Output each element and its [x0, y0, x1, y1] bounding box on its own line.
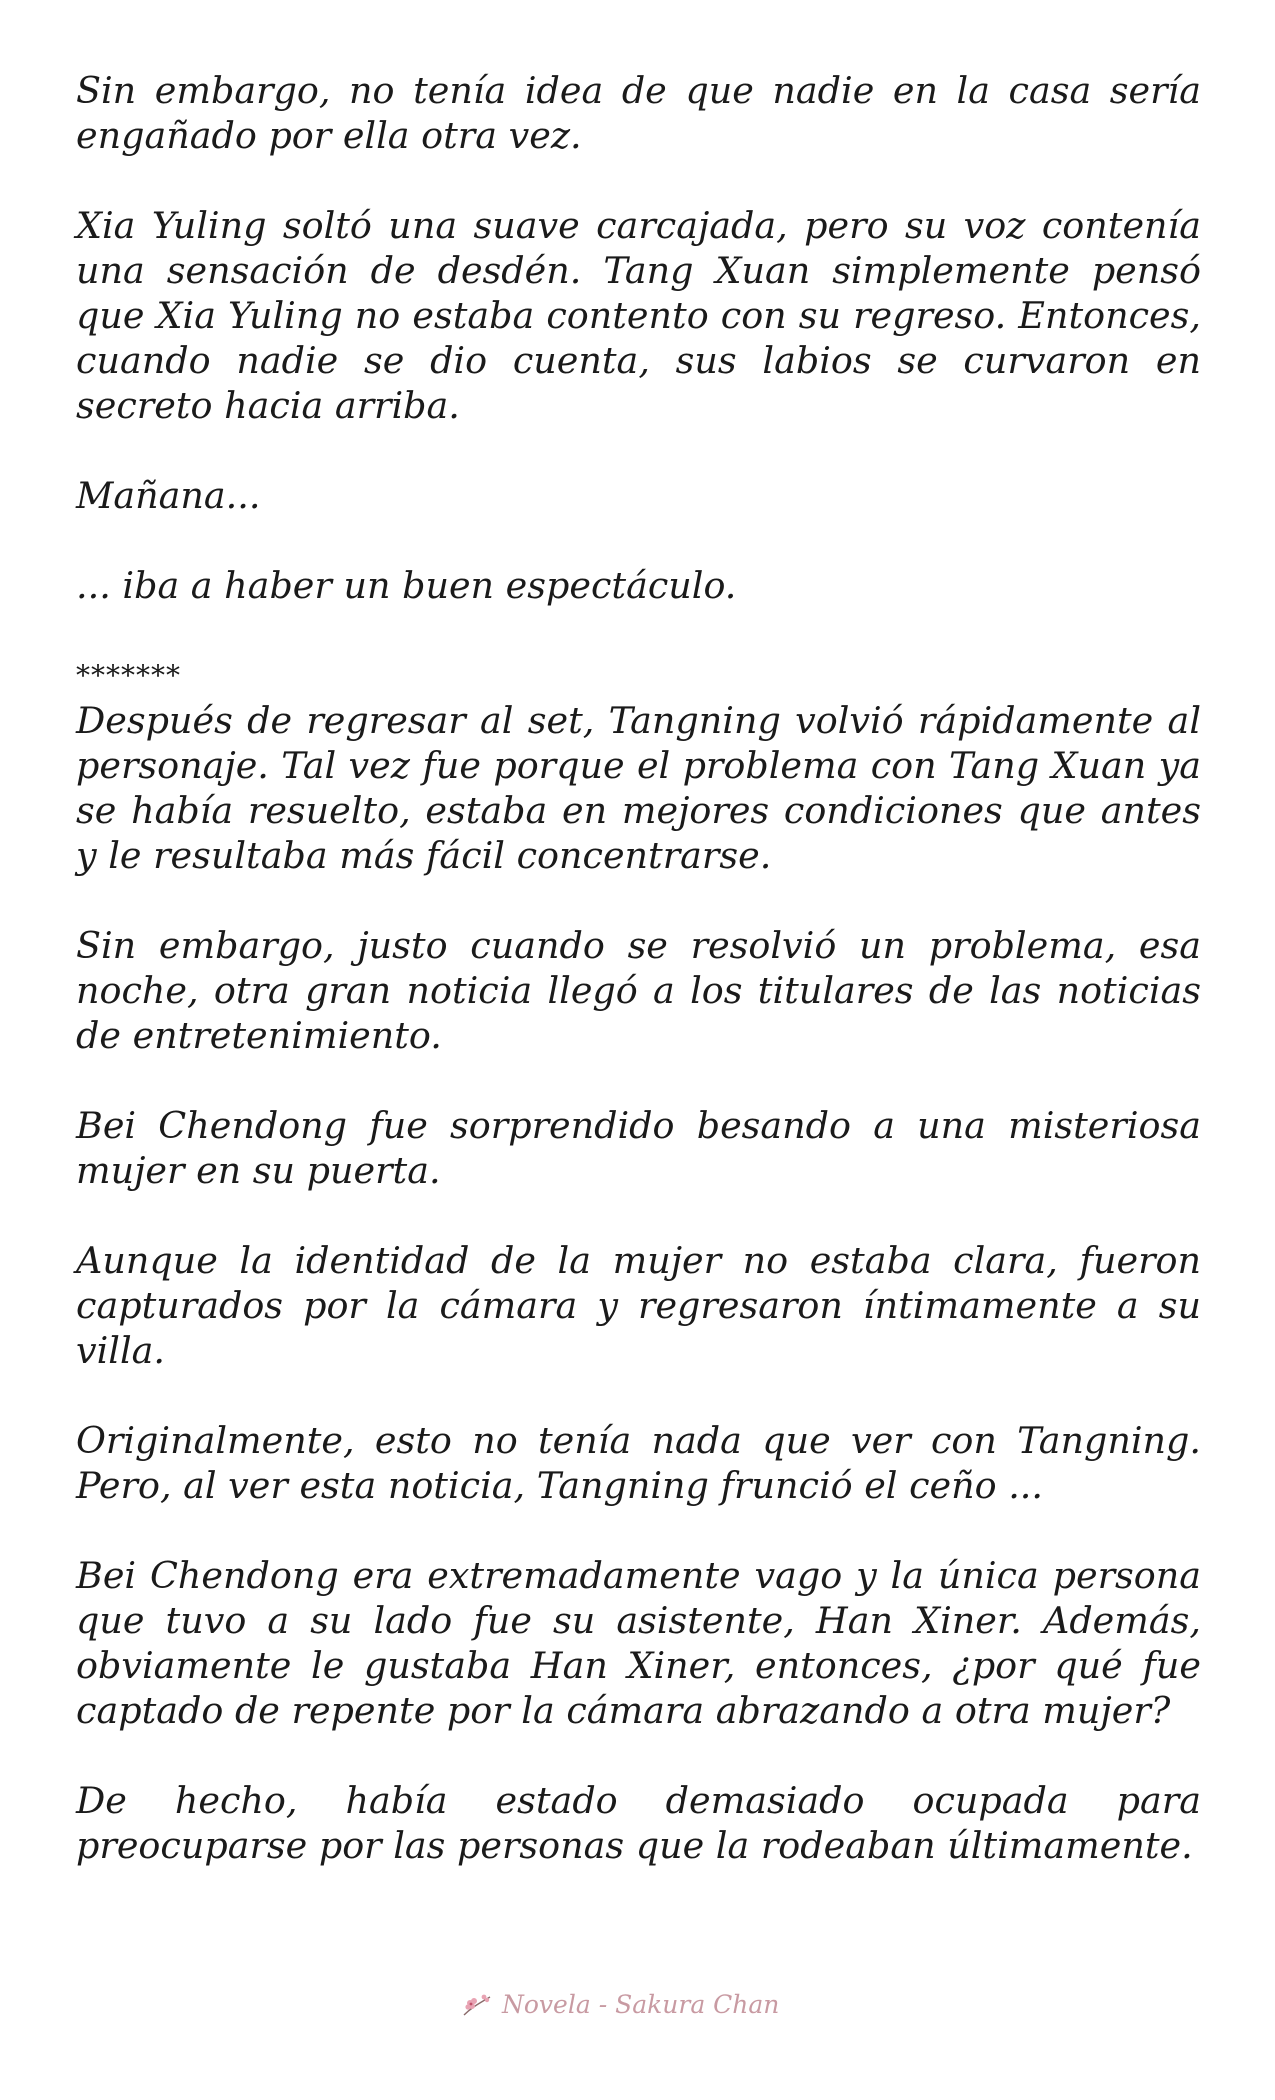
- paragraph: Sin embargo, justo cuando se resolvió un problema, esa noche, otra gran noticia llegó a los titulares de las noticias de entretenimiento.: [76, 924, 1201, 1057]
- paragraph: De hecho, había estado demasiado ocupada para preocuparse por las personas que la rodeaban últimamente.: [76, 1779, 1201, 1867]
- paragraph: Originalmente, esto no tenía nada que ver con Tangning. Pero, al ver esta noticia, Tangning frunció el ceño ...: [76, 1419, 1201, 1507]
- chapter-text: [76, 68, 1201, 1913]
- sakura-flower-icon: [460, 1991, 494, 2019]
- paragraph: Bei Chendong era extremadamente vago y la única persona que tuvo a su lado fue su asistente, Han Xiner. Además, obviamente le gustaba Han Xiner, entonces, ¿por qué fue captado de repente por la cámara abrazando a otra mujer?: [76, 1554, 1201, 1732]
- scene-separator: *******: [76, 659, 181, 692]
- paragraph: ... iba a haber un buen espectáculo.: [76, 564, 737, 607]
- watermark: [460, 1990, 779, 2019]
- paragraph: Bei Chendong fue sorprendido besando a una misteriosa mujer en su puerta.: [76, 1104, 1201, 1192]
- paragraph: Xia Yuling soltó una suave carcajada, pero su voz contenía una sensación de desdén. Tang Xuan simplemente pensó que Xia Yuling no estaba contento con su regreso. Entonces, cuando nadie se dio cuenta, sus labios se curvaron en secreto hacia arriba.: [76, 204, 1201, 427]
- paragraph: Aunque la identidad de la mujer no estaba clara, fueron capturados por la cámara y regresaron íntimamente a su villa.: [76, 1239, 1201, 1372]
- paragraph: Sin embargo, no tenía idea de que nadie en la casa sería engañado por ella otra vez.: [76, 69, 1201, 157]
- watermark-text: Novela - Sakura Chan: [502, 1990, 780, 2019]
- paragraph: Después de regresar al set, Tangning volvió rápidamente al personaje. Tal vez fue porque el problema con Tang Xuan ya se había resuelto, estaba en mejores condiciones que antes y le resultaba más fácil concentrarse.: [76, 699, 1201, 877]
- paragraph: Mañana...: [76, 474, 261, 517]
